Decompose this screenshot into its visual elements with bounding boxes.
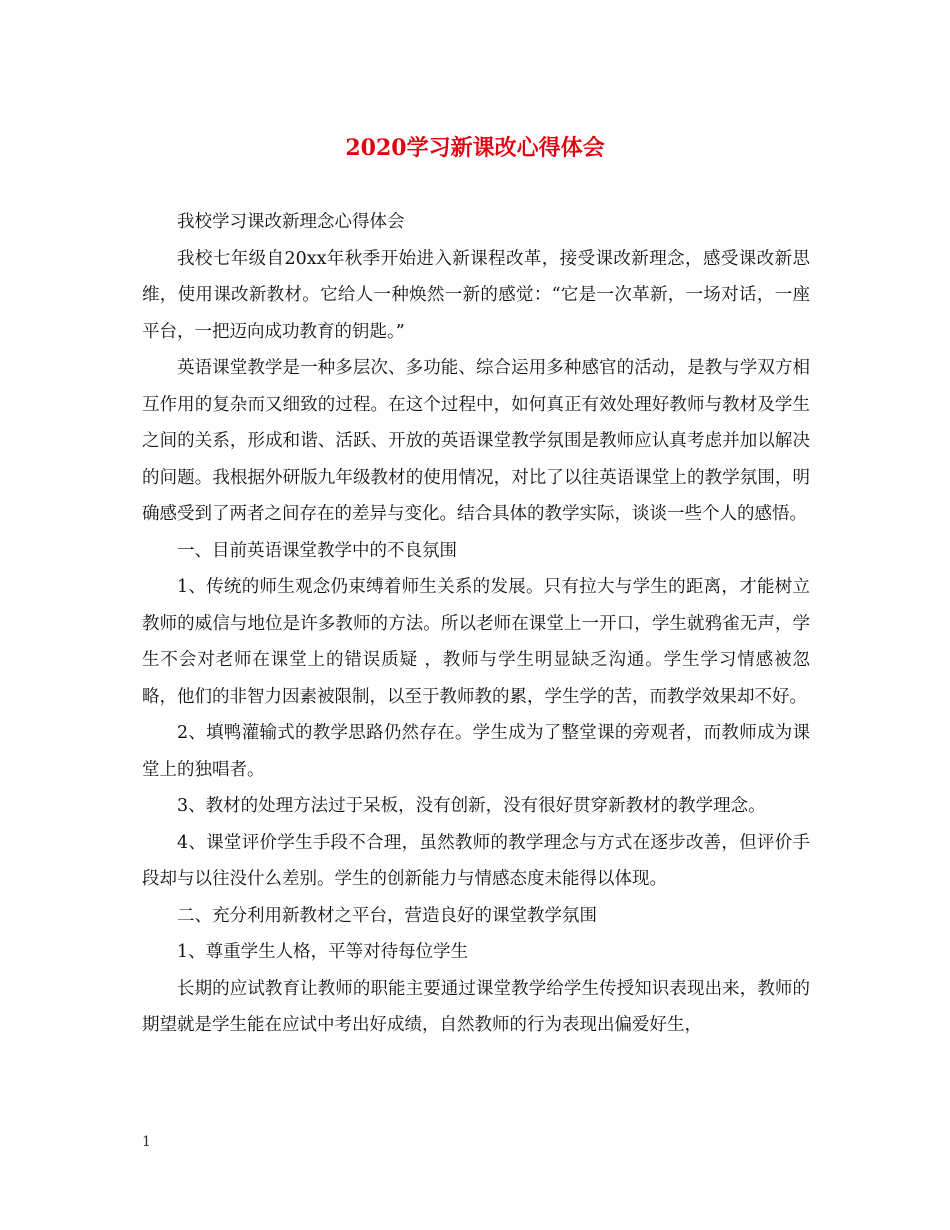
- document-title: 2020学习新课改心得体会: [345, 135, 605, 161]
- subsection-heading-1: 1、尊重学生人格，平等对待每位学生: [177, 942, 469, 962]
- paragraph-point-2: 2、填鸭灌输式的教学思路仍然存在。学生成为了整堂课的旁观者，而教师成为课堂上的独唱者。: [142, 723, 810, 780]
- paragraph-point-4: 4、课堂评价学生手段不合理，虽然教师的教学理念与方式在逐步改善，但评价手段却与以往没什么差别。学生的创新能力与情感态度未能得以体现。: [142, 832, 810, 889]
- paragraph-point-3: 3、教材的处理方法过于呆板，没有创新，没有很好贯穿新教材的教学理念。: [177, 796, 766, 816]
- paragraph-intro: 我校七年级自20xx年秋季开始进入新课程改革，接受课改新理念，感受课改新思维，使用课改新教材。它给人一种焕然一新的感觉：“它是一次革新，一场对话，一座平台，一把迈向成功教育的钥匙。”: [142, 248, 810, 342]
- page-number: 1: [142, 1134, 151, 1150]
- section-heading-1: 一、目前英语课堂教学中的不良氛围: [177, 540, 457, 561]
- paragraph-exam-education: 长期的应试教育让教师的职能主要通过课堂教学给学生传授知识表现出来，教师的期望就是学生能在应试中考出好成绩，自然教师的行为表现出偏爱好生，: [142, 978, 810, 1035]
- section-heading-2: 二、充分利用新教材之平台，营造良好的课堂教学氛围: [177, 905, 597, 926]
- paragraph-point-1: 1、传统的师生观念仍束缚着师生关系的发展。只有拉大与学生的距离，才能树立教师的威信与地位是许多教师的方法。所以老师在课堂上一开口，学生就鸦雀无声，学生不会对老师在课堂上的错误质疑 ，教师与学生明显缺乏沟通。学生学习情感被忽略，他们的非智力因素被限制，以至于教师教的累，学生学的苦，而教学效果却不好。: [142, 577, 810, 707]
- paragraph-subtitle: 我校学习课改新理念心得体会: [177, 212, 405, 232]
- paragraph-english-teaching: 英语课堂教学是一种多层次、多功能、综合运用多种感官的活动，是教与学双方相互作用的复杂而又细致的过程。在这个过程中，如何真正有效处理好教师与教材及学生之间的关系，形成和谐、活跃、开放的英语课堂教学氛围是教师应认真考虑并加以解决的问题。我根据外研版九年级教材的使用情况，对比了以往英语课堂上的教学氛围，明确感受到了两者之间存在的差异与变化。结合具体的教学实际，谈谈一些个人的感悟。: [142, 358, 810, 524]
- document-body: [142, 204, 810, 1044]
